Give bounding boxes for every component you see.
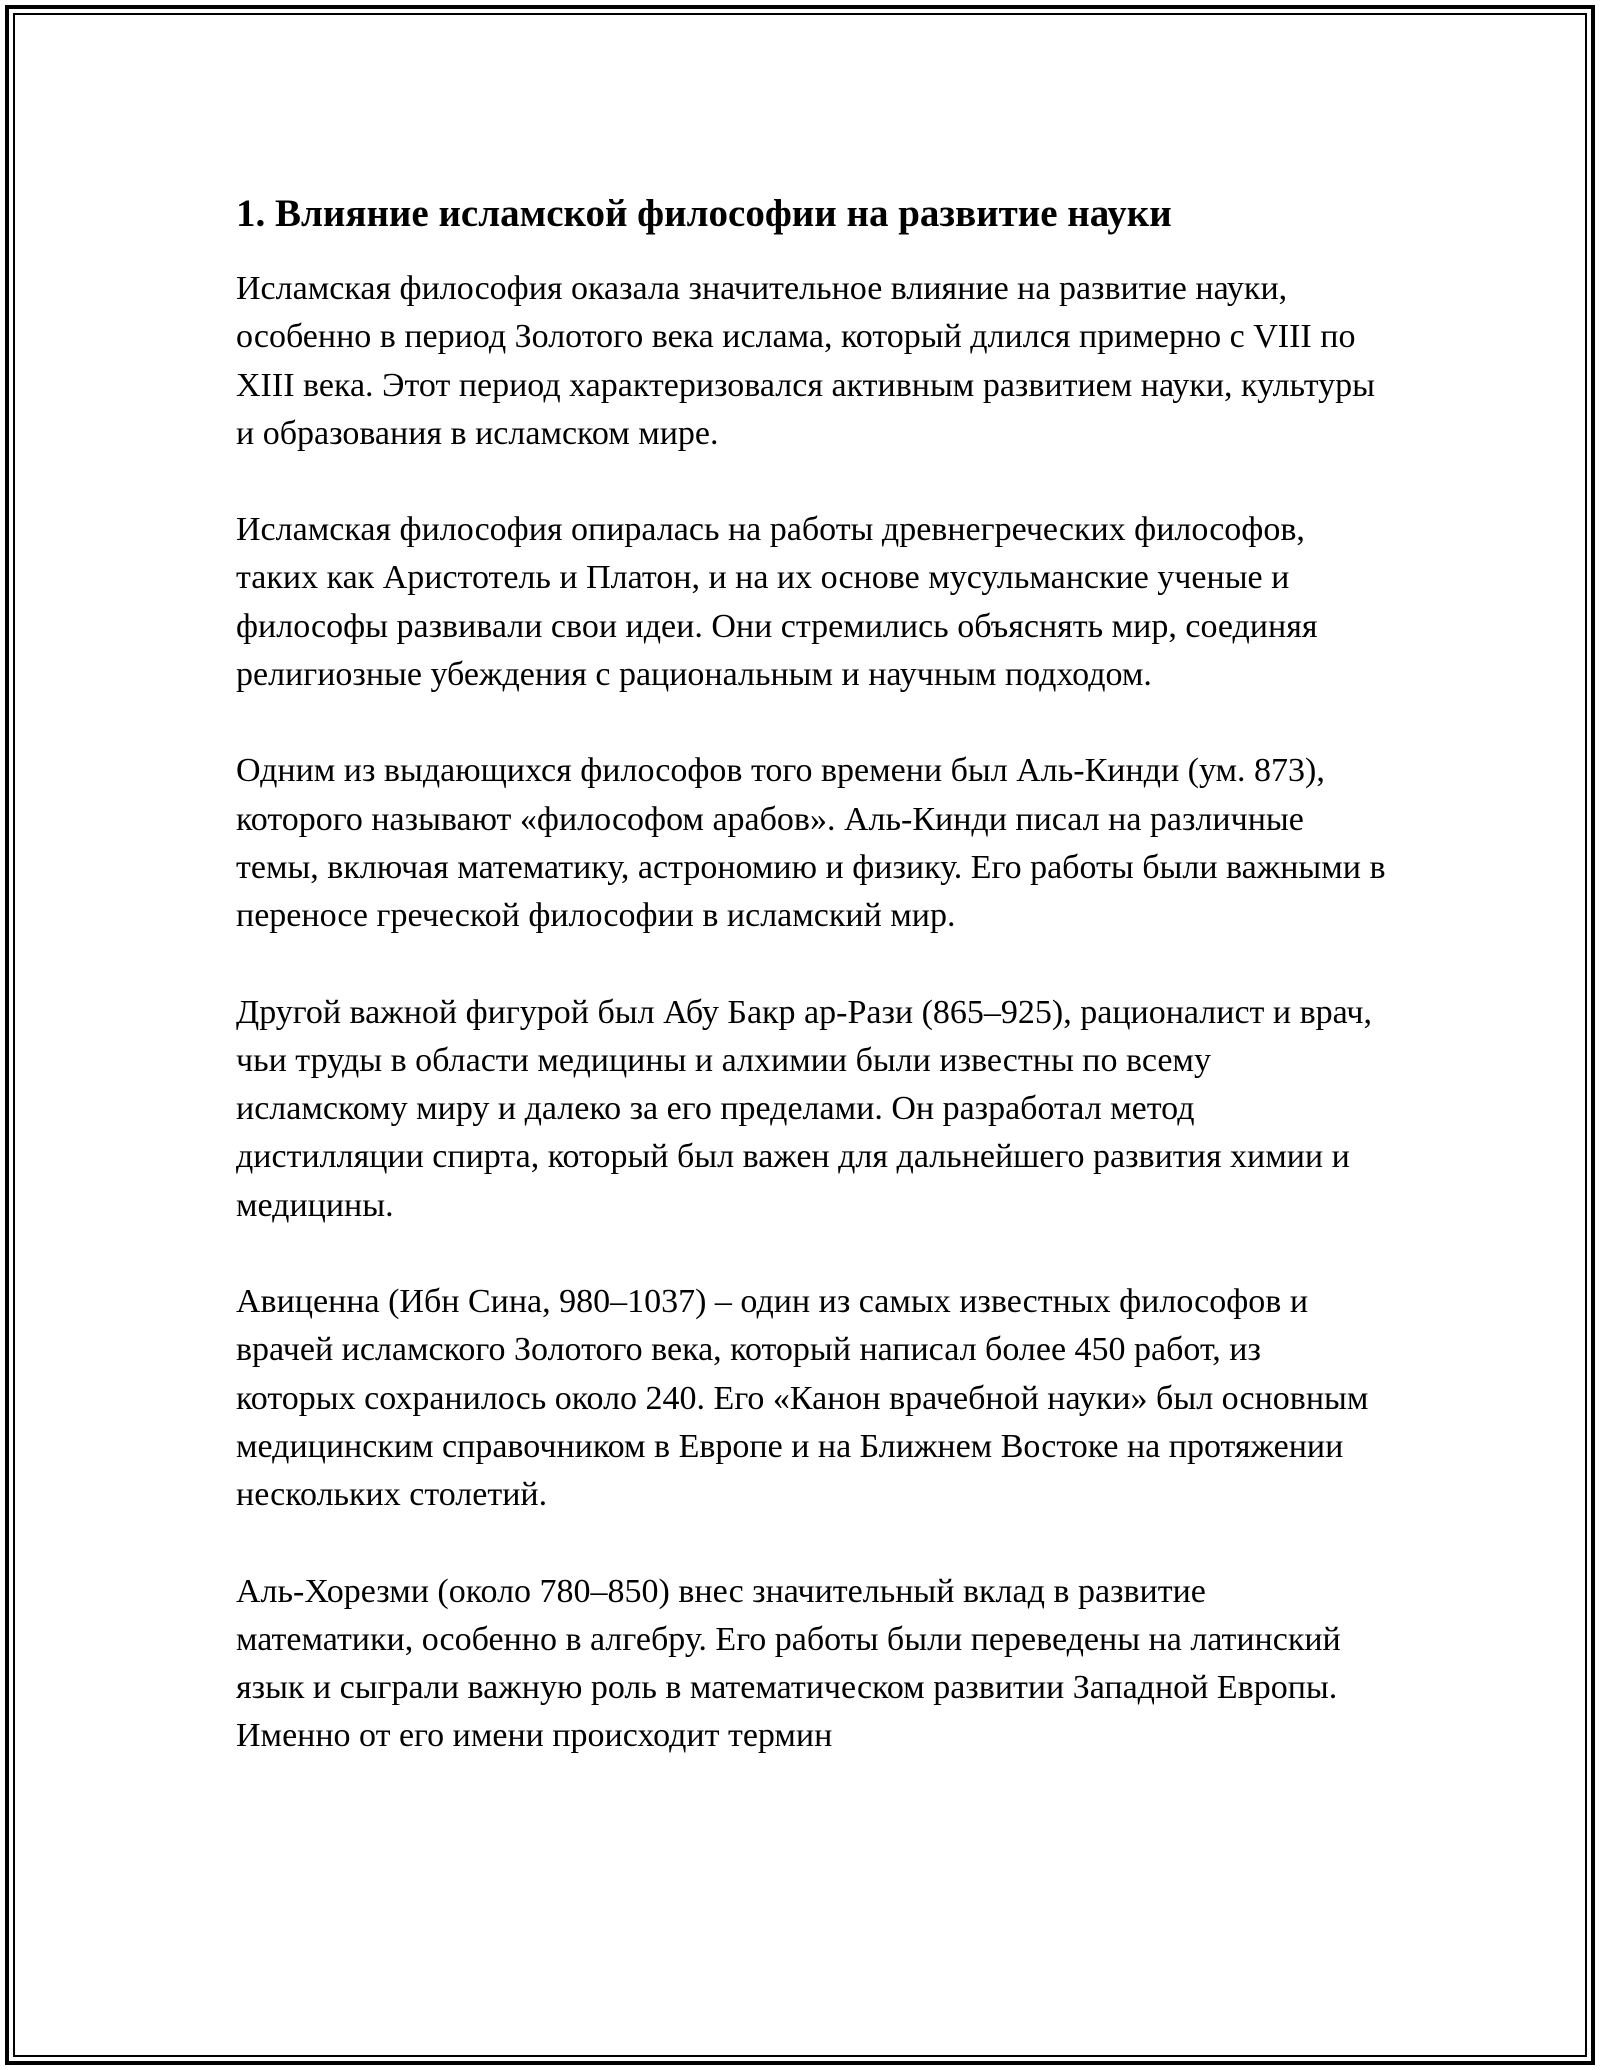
document-body (236, 185, 1386, 1809)
paragraph-al-kindi: Одним из выдающихся философов того времени был Аль-Кинди (ум. 873), которого называют «философом арабов». Аль-Кинди писал на различные темы, включая математику, астрономию и физику. Его работы были важными в переносе греческой философии в исламский мир. (236, 752, 1386, 935)
paragraph-avicenna: Авиценна (Ибн Сина, 980–1037) – один из самых известных философов и врачей исламского Золотого века, который написал более 450 работ, из которых сохранилось около 240. Его «Канон врачебной науки» был основным медицинским справочником в Европе и на Ближнем Востоке на протяжении нескольких столетий. (236, 1283, 1369, 1514)
paragraph-golden-age: Исламская философия оказала значительное влияние на развитие науки, особенно в период Золотого века ислама, который длился примерно с VIII по XIII века. Этот период характеризовался активным развитием науки, культуры и образования в исламском мире. (236, 270, 1375, 452)
section-heading: 1. Влияние исламской философии на развитие науки (236, 192, 1172, 235)
paragraph-al-khwarizmi: Аль-Хорезми (около 780–850) внес значительный вклад в развитие математики, особенно в алгебру. Его работы были переведены на латинский язык и сыграли важную роль в математическом развитии Западной Европы. Именно от его имени происходит термин (236, 1572, 1341, 1755)
paragraph-greek-influence: Исламская философия опиралась на работы древнегреческих философов, таких как Аристотель и Платон, и на их основе мусульманские ученые и философы развивали свои идеи. Они стремились объяснять мир, соединяя религиозные убеждения с рациональным и научным подходом. (236, 511, 1318, 694)
paragraph-ar-razi: Другой важной фигурой был Абу Бакр ар-Рази (865–925), рационалист и врач, чьи труды в области медицины и алхимии были известны по всему исламскому миру и далеко за его пределами. Он разработал метод дистилляции спирта, который был важен для дальнейшего развития химии и медицины. (236, 993, 1372, 1224)
